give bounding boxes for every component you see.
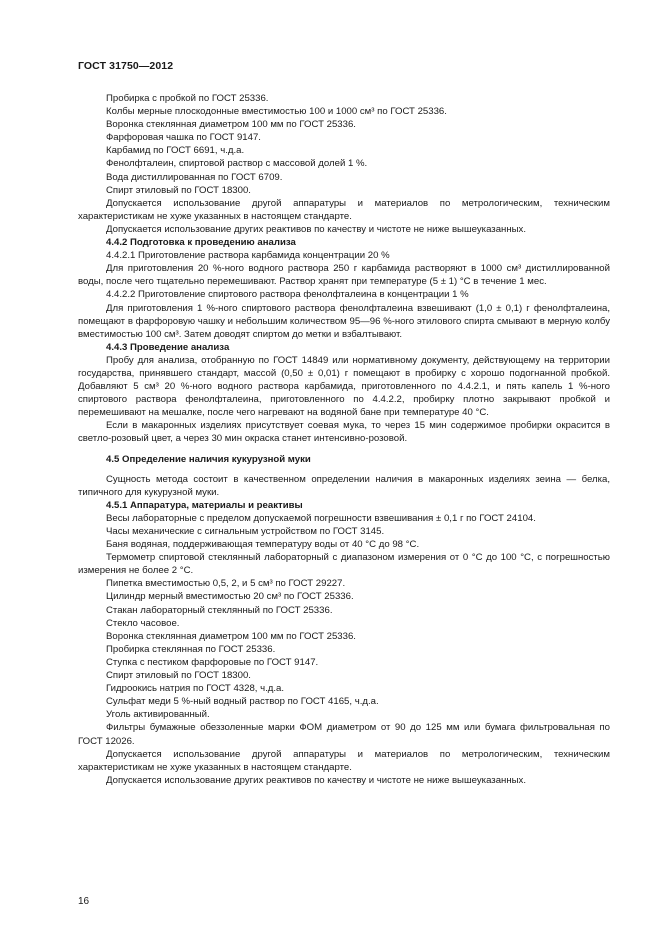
document-header: ГОСТ 31750—2012 xyxy=(78,60,174,72)
list-item: Пробирка с пробкой по ГОСТ 25336. xyxy=(106,93,269,104)
section-heading: 4.5.1 Аппаратура, материалы и реактивы xyxy=(106,499,303,511)
list-item: Колбы мерные плоскодонные вместимостью 100 и 1000 см³ по ГОСТ 25336. xyxy=(106,106,447,118)
paragraph: Допускается использование других реактивов по качеству и чистоте не ниже вышеуказанных. xyxy=(106,774,526,786)
paragraph: Допускается использование другой аппаратуры и материалов по метрологическим, техническим характеристикам не хуже указанных в настоящем стандарте. xyxy=(78,748,610,773)
page-number: 16 xyxy=(78,896,90,907)
list-item: Карбамид по ГОСТ 6691, ч.д.а. xyxy=(106,145,245,157)
list-item: Цилиндр мерный вместимостью 20 см³ по ГОСТ 25336. xyxy=(106,591,354,603)
list-item: Воронка стеклянная диаметром 100 мм по ГОСТ 25336. xyxy=(106,630,356,642)
paragraph: Допускается использование других реактивов по качеству и чистоте не ниже вышеуказанных. xyxy=(106,223,526,235)
list-item: Стакан лабораторный стеклянный по ГОСТ 25336. xyxy=(106,604,333,616)
paragraph: Для приготовления 1 %-ного спиртового раствора фенолфталеина взвешивают (1,0 ± 0,1) г фенолфталеина, помещают в фарфоровую чашку и небольшим количеством 95—96 %-ного этилового спирта смывают в мерную колбу вместимостью 100 см³. Затем доводят спиртом до метки и взбалтывают. xyxy=(78,302,610,340)
list-item: Фарфоровая чашка по ГОСТ 9147. xyxy=(106,132,261,144)
list-item: Сульфат меди 5 %-ный водный раствор по ГОСТ 4165, ч.д.а. xyxy=(106,696,379,708)
list-item: Часы механические с сигнальным устройством по ГОСТ 3145. xyxy=(106,526,385,537)
list-item: Спирт этиловый по ГОСТ 18300. xyxy=(106,670,251,682)
section-heading: 4.5 Определение наличия кукурузной муки xyxy=(106,453,311,465)
list-item: Ступка с пестиком фарфоровые по ГОСТ 9147. xyxy=(106,656,319,668)
section-heading: 4.4.2 Подготовка к проведению анализа xyxy=(106,237,296,249)
paragraph: Сущность метода состоит в качественном определении наличия в макаронных изделиях зеина — белка, типичного для кукурузной муки. xyxy=(78,473,610,498)
paragraph: Для приготовления 20 %-ного водного раствора 250 г карбамида растворяют в 1000 см³ дистиллированной воды, после чего тщательно перемешивают. Раствор хранят при температуре (5 ± 1) °С в течение 1 мес. xyxy=(78,263,610,288)
list-item: Уголь активированный. xyxy=(106,709,210,721)
list-item: Стекло часовое. xyxy=(106,617,180,629)
list-item: Пробирка стеклянная по ГОСТ 25336. xyxy=(106,643,276,655)
section-heading: 4.4.3 Проведение анализа xyxy=(106,341,230,353)
list-item: Вода дистиллированная по ГОСТ 6709. xyxy=(106,171,283,183)
spacer xyxy=(78,446,610,453)
paragraph: Пробу для анализа, отобранную по ГОСТ 14849 или нормативному документу, действующему на территории государства, принявшего стандарт, массой (0,50 ± 0,01) г помещают в пробирку с хорошо подогнанной пробкой. Добавляют 5 см³ 20 %-ного водного раствора карбамида, приготовленного по 4.4.2.1, и пять капель 1 %-ного спиртового раствора фенолфталеина, приготовленного по 4.4.2.2, пробирку плотно закрывают пробкой и перемешивают на мешалке, после чего нагревают на водяной бане при температуре 40 °С. xyxy=(78,354,610,419)
paragraph: Допускается использование другой аппаратуры и материалов по метрологическим, техническим характеристикам не хуже указанных в настоящем стандарте. xyxy=(78,197,610,222)
subsection-heading: 4.4.2.1 Приготовление раствора карбамида концентрации 20 % xyxy=(106,250,390,262)
spacer xyxy=(78,466,610,473)
list-item: Баня водяная, поддерживающая температуру воды от 40 °С до 98 °С. xyxy=(106,539,420,551)
subsection-heading: 4.4.2.2 Приготовление спиртового раствора фенолфталеина в концентрации 1 % xyxy=(106,289,469,301)
list-item: Воронка стеклянная диаметром 100 мм по ГОСТ 25336. xyxy=(106,119,356,131)
list-item: Весы лабораторные с пределом допускаемой погрешности взвешивания ± 0,1 г по ГОСТ 24104. xyxy=(106,512,536,524)
list-item: Фильтры бумажные обеззоленные марки ФОМ диаметром от 90 до 125 мм или бумага фильтровальная по ГОСТ 12026. xyxy=(78,722,610,747)
list-item: Спирт этиловый по ГОСТ 18300. xyxy=(106,184,251,196)
list-item: Пипетка вместимостью 0,5, 2, и 5 см³ по ГОСТ 29227. xyxy=(106,578,346,590)
list-item: Фенолфталеин, спиртовой раствор с массовой долей 1 %. xyxy=(106,158,368,170)
paragraph: Если в макаронных изделиях присутствует соевая мука, то через 15 мин содержимое пробирки окрасится в светло-розовый цвет, а через 30 мин окраска станет интенсивно-розовой. xyxy=(78,420,610,445)
list-item: Гидроокись натрия по ГОСТ 4328, ч.д.а. xyxy=(106,683,285,695)
document-body xyxy=(78,92,610,787)
list-item: Термометр спиртовой стеклянный лабораторный с диапазоном измерения от 0 °С до 100 °С, с погрешностью измерения не более 2 °С. xyxy=(78,552,610,577)
